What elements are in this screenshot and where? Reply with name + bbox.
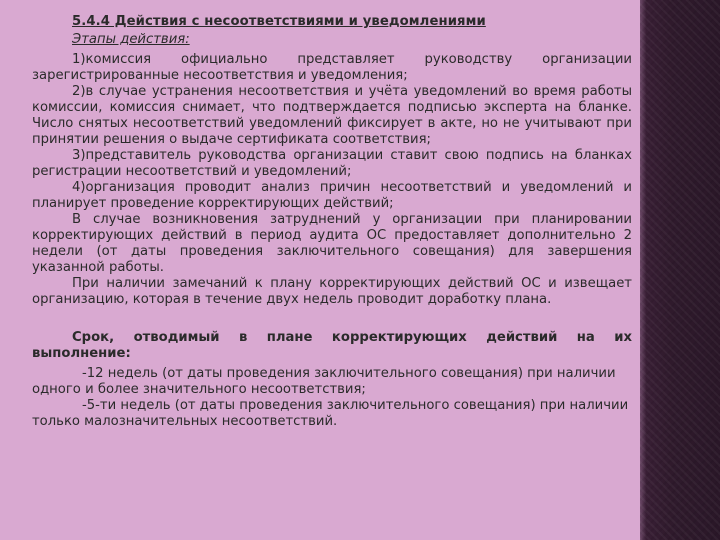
- decorative-side-band: [640, 0, 720, 540]
- paragraph-2: 2)в случае устранения несоответствия и учёта уведомлений во время работы комиссии, комиссия снимает, что подтверждается подписью эксперта на бланке. Число снятых несоответствий уведомлений фиксирует в акте, но не учитывают при принятии решения о выдаче сертификата соответствия;: [32, 84, 632, 147]
- paragraph-1: 1)комиссия официально представляет руководству организации зарегистрированные несоответствия и уведомления;: [32, 52, 632, 83]
- paragraph-3: 3)представитель руководства организации ставит свою подпись на бланках регистрации несоответствий и уведомлений;: [32, 148, 632, 179]
- stages-subheading: Этапы действия:: [72, 32, 190, 47]
- term-item-1: -12 недель (от даты проведения заключительного совещания) при наличии одного и более значительного несоответствия;: [32, 366, 616, 397]
- paragraph-4: 4)организация проводит анализ причин несоответствий и уведомлений и планирует проведение корректирующих действий;: [32, 180, 632, 211]
- paragraph-6: При наличии замечаний к плану корректирующих действий ОС и извещает организацию, которая в течение двух недель проводит доработку плана.: [32, 276, 632, 307]
- slide-content: [32, 14, 632, 430]
- term-title: Срок, отводимый в плане корректирующих действий на их выполнение:: [32, 330, 632, 361]
- term-item-2: -5-ти недель (от даты проведения заключительного совещания) при наличии только малозначительных несоответствий.: [32, 398, 629, 429]
- spacer: [32, 308, 632, 330]
- paragraph-5: В случае возникновения затруднений у организации при планировании корректирующих действий в период аудита ОС предоставляет дополнительно 2 недели (от даты проведения заключительного совещания) для завершения указанной работы.: [32, 212, 632, 275]
- section-heading: 5.4.4 Действия с несоответствиями и уведомлениями: [72, 14, 486, 29]
